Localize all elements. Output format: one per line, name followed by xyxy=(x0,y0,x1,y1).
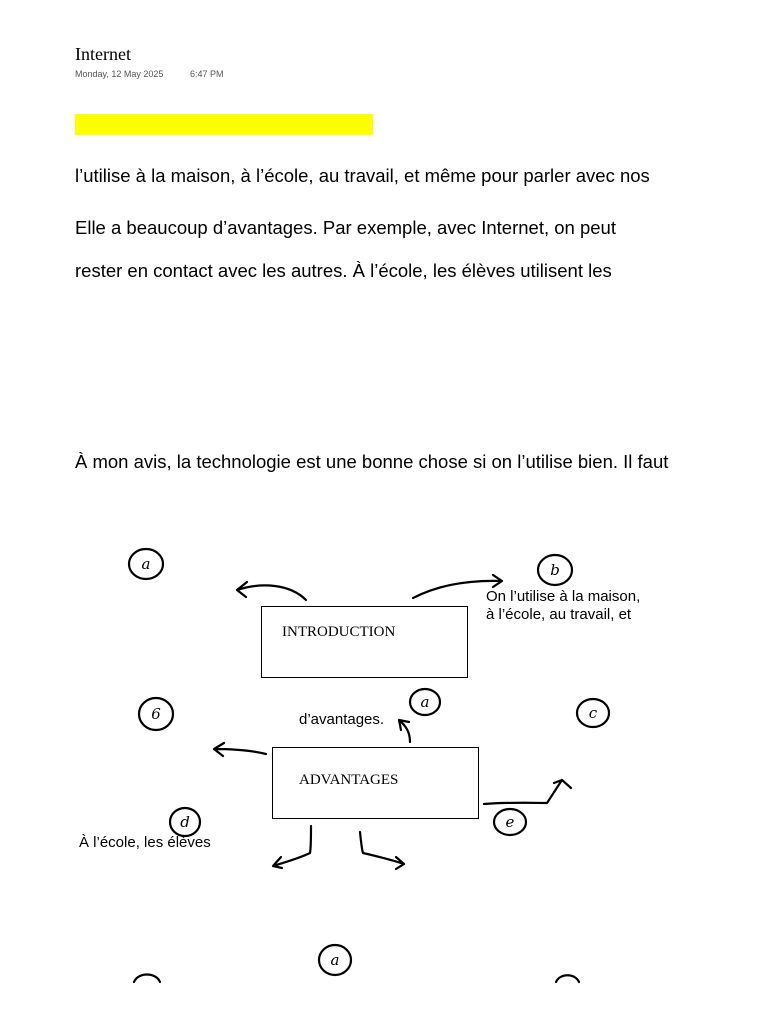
circle-label-6 xyxy=(139,698,173,730)
body-line[interactable]: Elle a beaucoup d’avantages. Par exemple, avec Internet, on peut xyxy=(75,217,616,238)
introduction-label: INTRODUCTION xyxy=(282,624,396,640)
circle-text: c xyxy=(588,704,598,722)
circle-text: d xyxy=(180,813,190,831)
advantages-box xyxy=(272,747,479,819)
arrow-down-right xyxy=(360,832,404,869)
arrow-down-left xyxy=(273,826,311,868)
circle-label-a2 xyxy=(410,689,440,715)
circle-text: b xyxy=(550,561,560,579)
circle-label-d xyxy=(170,808,200,836)
note-b-line: à l’école, au travail, et xyxy=(486,606,632,623)
arrow-right-from-advantages xyxy=(484,780,571,804)
arrow-left-from-advantages xyxy=(214,743,266,756)
circle-text: a xyxy=(330,951,340,969)
note-ecole: À l’école, les élèves xyxy=(79,834,211,851)
body-line[interactable]: rester en contact avec les autres. À l’école, les élèves utilisent les xyxy=(75,260,612,281)
circle-label-a3 xyxy=(319,945,351,975)
circle-text: a xyxy=(420,693,430,711)
arrow-left-from-intro xyxy=(237,582,306,600)
body-line[interactable]: l’utilise à la maison, à l’école, au travail, et même pour parler avec nos xyxy=(75,165,650,186)
circle-text: a xyxy=(141,555,151,573)
circle-text: 6 xyxy=(151,705,161,723)
introduction-box xyxy=(261,606,468,678)
note-title: Internet xyxy=(75,44,131,64)
circle-label-c xyxy=(577,699,609,727)
circle-label-a xyxy=(129,549,163,579)
partial-circle-right xyxy=(556,975,579,982)
advantages-label: ADVANTAGES xyxy=(299,772,399,788)
body-line[interactable]: À mon avis, la technologie est une bonne chose si on l’utilise bien. Il faut xyxy=(75,451,669,472)
partial-circle-left xyxy=(134,975,160,983)
yellow-highlight xyxy=(75,114,373,135)
note-b-line: On l’utilise à la maison, xyxy=(486,588,641,605)
circle-label-b xyxy=(538,555,572,585)
note-b-text xyxy=(486,588,640,624)
note-date: Monday, 12 May 2025 xyxy=(75,69,164,79)
circle-label-e xyxy=(494,809,526,835)
note-davantages: d’avantages. xyxy=(299,711,385,728)
arrow-up-to-davantages xyxy=(399,720,410,742)
note-time: 6:47 PM xyxy=(190,69,224,79)
circle-text: e xyxy=(505,813,515,831)
